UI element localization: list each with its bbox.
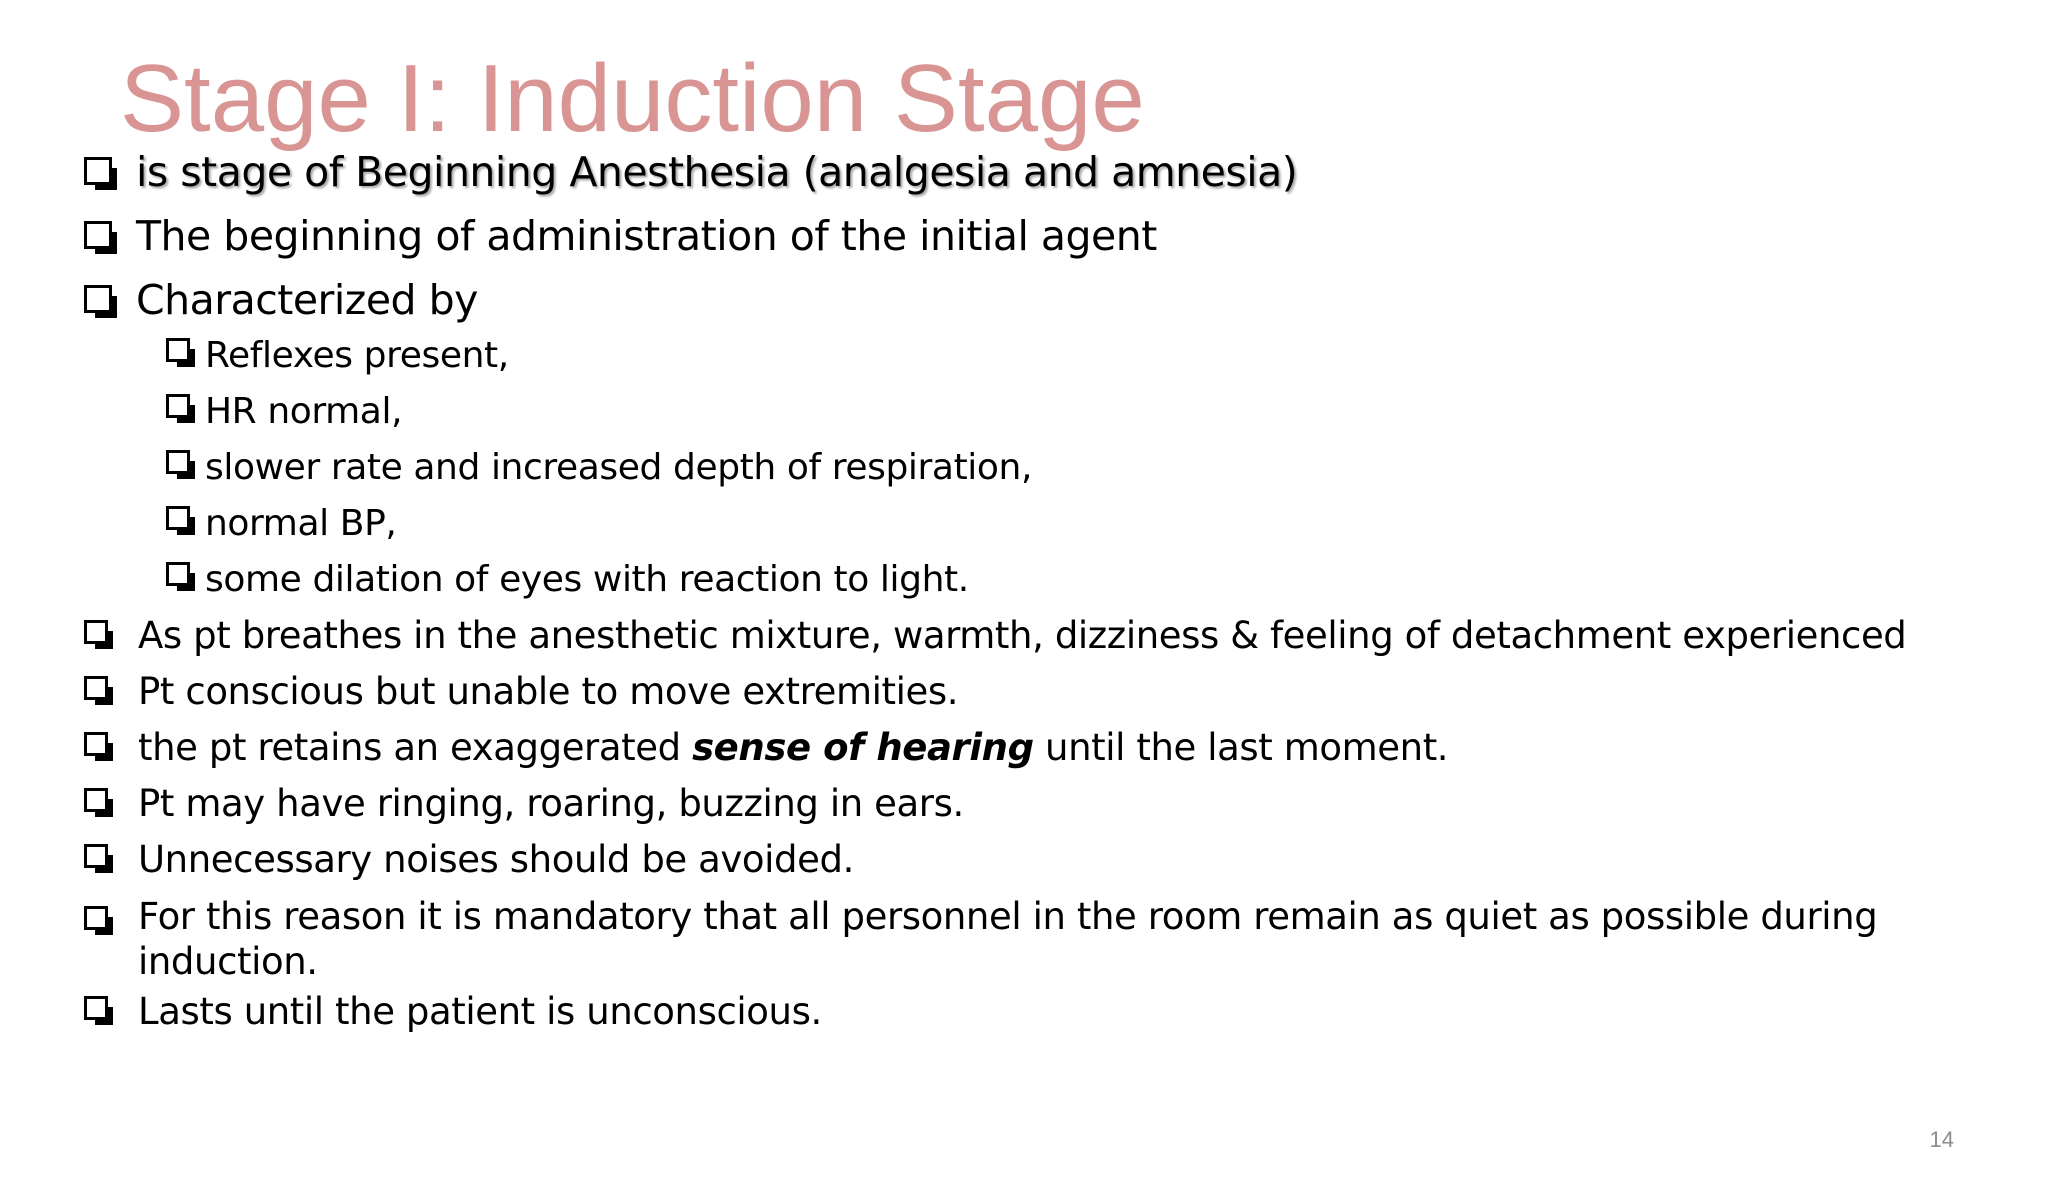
bullet-text: As pt breathes in the anesthetic mixture, warmth, dizziness & feeling of detachment experienced: [138, 614, 1907, 657]
list-item: [166, 328, 1984, 384]
bullet-text-line: induction.: [138, 940, 318, 983]
checkbox-square-icon: [84, 620, 108, 644]
emphasis-text: sense of hearing: [692, 726, 1034, 769]
checkbox-square-icon: [166, 394, 190, 418]
list-item: [166, 384, 1984, 440]
bullet-text: Characterized by: [136, 276, 478, 324]
list-item: [84, 608, 1984, 664]
list-item: [166, 496, 1984, 552]
bullet-text: [138, 894, 1877, 984]
list-item: [84, 208, 1984, 264]
checkbox-square-icon: [84, 732, 108, 756]
bullet-text: is stage of Beginning Anesthesia (analgesia and amnesia): [136, 148, 1298, 196]
list-item: [84, 894, 1984, 984]
checkbox-square-icon: [84, 221, 112, 249]
list-item: [84, 776, 1984, 832]
bullet-text: Unnecessary noises should be avoided.: [138, 838, 854, 881]
checkbox-square-icon: [166, 338, 190, 362]
bullet-list: [84, 144, 1984, 1040]
list-item: [84, 720, 1984, 776]
list-item: [84, 664, 1984, 720]
list-item: [166, 552, 1984, 608]
list-item: [84, 832, 1984, 888]
list-item: [84, 272, 1984, 328]
list-item: [166, 440, 1984, 496]
checkbox-square-icon: [166, 506, 190, 530]
bullet-text-start: the pt retains an exaggerated: [138, 726, 693, 769]
bullet-text: Pt may have ringing, roaring, buzzing in ears.: [138, 782, 964, 825]
checkbox-square-icon: [84, 844, 108, 868]
list-item: [84, 144, 1984, 200]
checkbox-square-icon: [166, 562, 190, 586]
sub-bullet-text: HR normal,: [205, 391, 403, 432]
sub-bullet-text: Reflexes present,: [205, 335, 509, 376]
sub-bullet-text: slower rate and increased depth of respiration,: [205, 447, 1032, 488]
checkbox-square-icon: [166, 450, 190, 474]
checkbox-square-icon: [84, 157, 112, 185]
checkbox-square-icon: [84, 788, 108, 812]
sub-bullet-text: some dilation of eyes with reaction to light.: [205, 559, 969, 600]
checkbox-square-icon: [84, 996, 108, 1020]
bullet-text: [138, 720, 1448, 776]
bullet-text-end: until the last moment.: [1033, 726, 1449, 769]
bullet-text: Pt conscious but unable to move extremities.: [138, 670, 959, 713]
sub-bullet-text: normal BP,: [205, 503, 397, 544]
page-number: 14: [1929, 1127, 1954, 1152]
checkbox-square-icon: [84, 285, 112, 313]
bullet-text-line: For this reason it is mandatory that all personnel in the room remain as quiet as possible during: [138, 895, 1878, 938]
list-item: [84, 984, 1984, 1040]
slide-title: Stage I: Induction Stage: [120, 45, 1145, 152]
bullet-text: The beginning of administration of the initial agent: [136, 212, 1157, 260]
checkbox-square-icon: [84, 676, 108, 700]
checkbox-square-icon: [84, 906, 108, 930]
bullet-text: Lasts until the patient is unconscious.: [138, 990, 822, 1033]
